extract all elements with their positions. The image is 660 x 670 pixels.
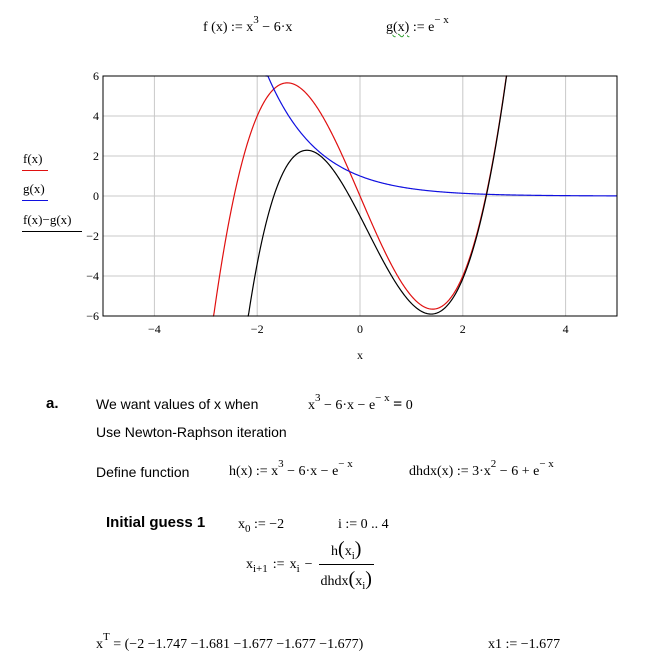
i-range-definition[interactable]: i := 0 .. 4 [338, 517, 389, 532]
d-assign: := [456, 464, 469, 479]
f-exp: 3 [253, 14, 259, 26]
y-tick-label: 6 [93, 69, 99, 83]
xT-sup: T [103, 631, 110, 643]
legend-diff-label: f(x)−g(x) [23, 212, 72, 227]
x1-definition[interactable]: x1 := −1.677 [488, 637, 561, 652]
d-exp2: − x [539, 458, 554, 470]
d-base: 3·x [472, 464, 491, 479]
iter-xi: x [289, 556, 297, 572]
f-lhs: f (x) [203, 20, 228, 35]
f-base: x [246, 20, 254, 35]
legend-f-label: f(x) [23, 151, 43, 166]
num-x: x [344, 544, 352, 559]
legend-g-label: g(x) [23, 181, 45, 196]
h-exp: 3 [278, 458, 284, 470]
h-assign: := [255, 464, 268, 479]
num-fn: h [331, 544, 339, 559]
x0-definition[interactable] [238, 517, 284, 533]
xT-result[interactable] [96, 631, 364, 653]
eq-base: x [308, 398, 315, 413]
target-equation[interactable] [308, 392, 413, 414]
xT-values: (−2 −1.747 −1.681 −1.677 −1.677 −1.677) [124, 637, 364, 652]
iter-assign: := [272, 556, 285, 572]
d-lhs: dhdx(x) [409, 464, 454, 479]
part-a-label: a. [46, 395, 59, 412]
dhdx-definition[interactable] [409, 458, 554, 480]
want-text: We want values of x when [96, 396, 259, 412]
newton-iteration[interactable] [246, 538, 374, 591]
xT-sym: x [96, 637, 103, 652]
y-tick-label: −4 [86, 269, 99, 283]
legend-f [23, 151, 43, 167]
y-tick-labels [86, 69, 99, 323]
eq-op: = [393, 396, 403, 413]
g-assign: := [412, 20, 425, 35]
define-text: Define function [96, 464, 190, 480]
x-tick-labels [148, 322, 569, 336]
h-lhs: h(x) [229, 464, 253, 479]
num-x-sub: i [351, 550, 355, 562]
x0-assign: := −2 [254, 517, 285, 532]
eq-rhs: 0 [405, 398, 413, 413]
den-x-sub: i [362, 580, 366, 592]
den-fn: dhdx [320, 574, 349, 589]
y-tick-label: −2 [86, 229, 99, 243]
g-lhs: g(x) [386, 20, 410, 35]
y-tick-label: −6 [86, 309, 99, 323]
h-base: x [271, 464, 279, 479]
den-x: x [355, 574, 363, 589]
g-base: e [428, 20, 435, 35]
legend-g-swatch [22, 200, 48, 201]
legend-f-swatch [22, 170, 48, 171]
x-tick-label: −4 [148, 322, 161, 336]
x-tick-label: 4 [562, 322, 569, 336]
iteration-fraction [319, 538, 374, 591]
iter-lhs: x [246, 556, 253, 572]
h-exp2: − x [338, 458, 353, 470]
eq-exp2: − x [375, 392, 390, 404]
f-assign: := [231, 20, 243, 35]
h-mid: − 6·x − e [287, 464, 339, 479]
fraction-denominator: $dhdx(x_i)$ [319, 564, 374, 591]
y-tick-label: 2 [93, 149, 99, 163]
x-tick-label: −2 [250, 322, 264, 336]
series-line-g [266, 76, 617, 196]
d-mid: − 6 + e [499, 464, 540, 479]
x-axis-label: x [357, 348, 363, 362]
newton-text: Use Newton-Raphson iteration [96, 424, 287, 440]
h-definition[interactable] [229, 458, 353, 480]
f-tail: − 6·x [262, 20, 293, 35]
x-tick-label: 2 [459, 322, 466, 336]
legend-diff [23, 212, 71, 228]
legend-diff-swatch [22, 231, 82, 232]
x0-sub: 0 [245, 523, 251, 535]
iter-sub: i+1 [253, 562, 268, 575]
eq-mid: − 6·x − e [324, 398, 376, 413]
d-exp: 2 [490, 458, 497, 470]
x0-sym: x [238, 517, 245, 532]
x-tick-label: 0 [357, 322, 363, 336]
legend-g [23, 181, 45, 197]
g-exp: − x [434, 14, 449, 26]
iter-xi-sub: i [296, 562, 300, 575]
iter-minus: − [304, 556, 313, 572]
y-tick-label: 4 [93, 109, 99, 123]
xT-eq: = [113, 637, 122, 652]
fraction-numerator: $h(x_i)$ [331, 538, 362, 562]
eq-exp: 3 [315, 392, 321, 404]
y-tick-label: 0 [93, 189, 99, 203]
initial-guess-title: Initial guess 1 [106, 514, 206, 531]
